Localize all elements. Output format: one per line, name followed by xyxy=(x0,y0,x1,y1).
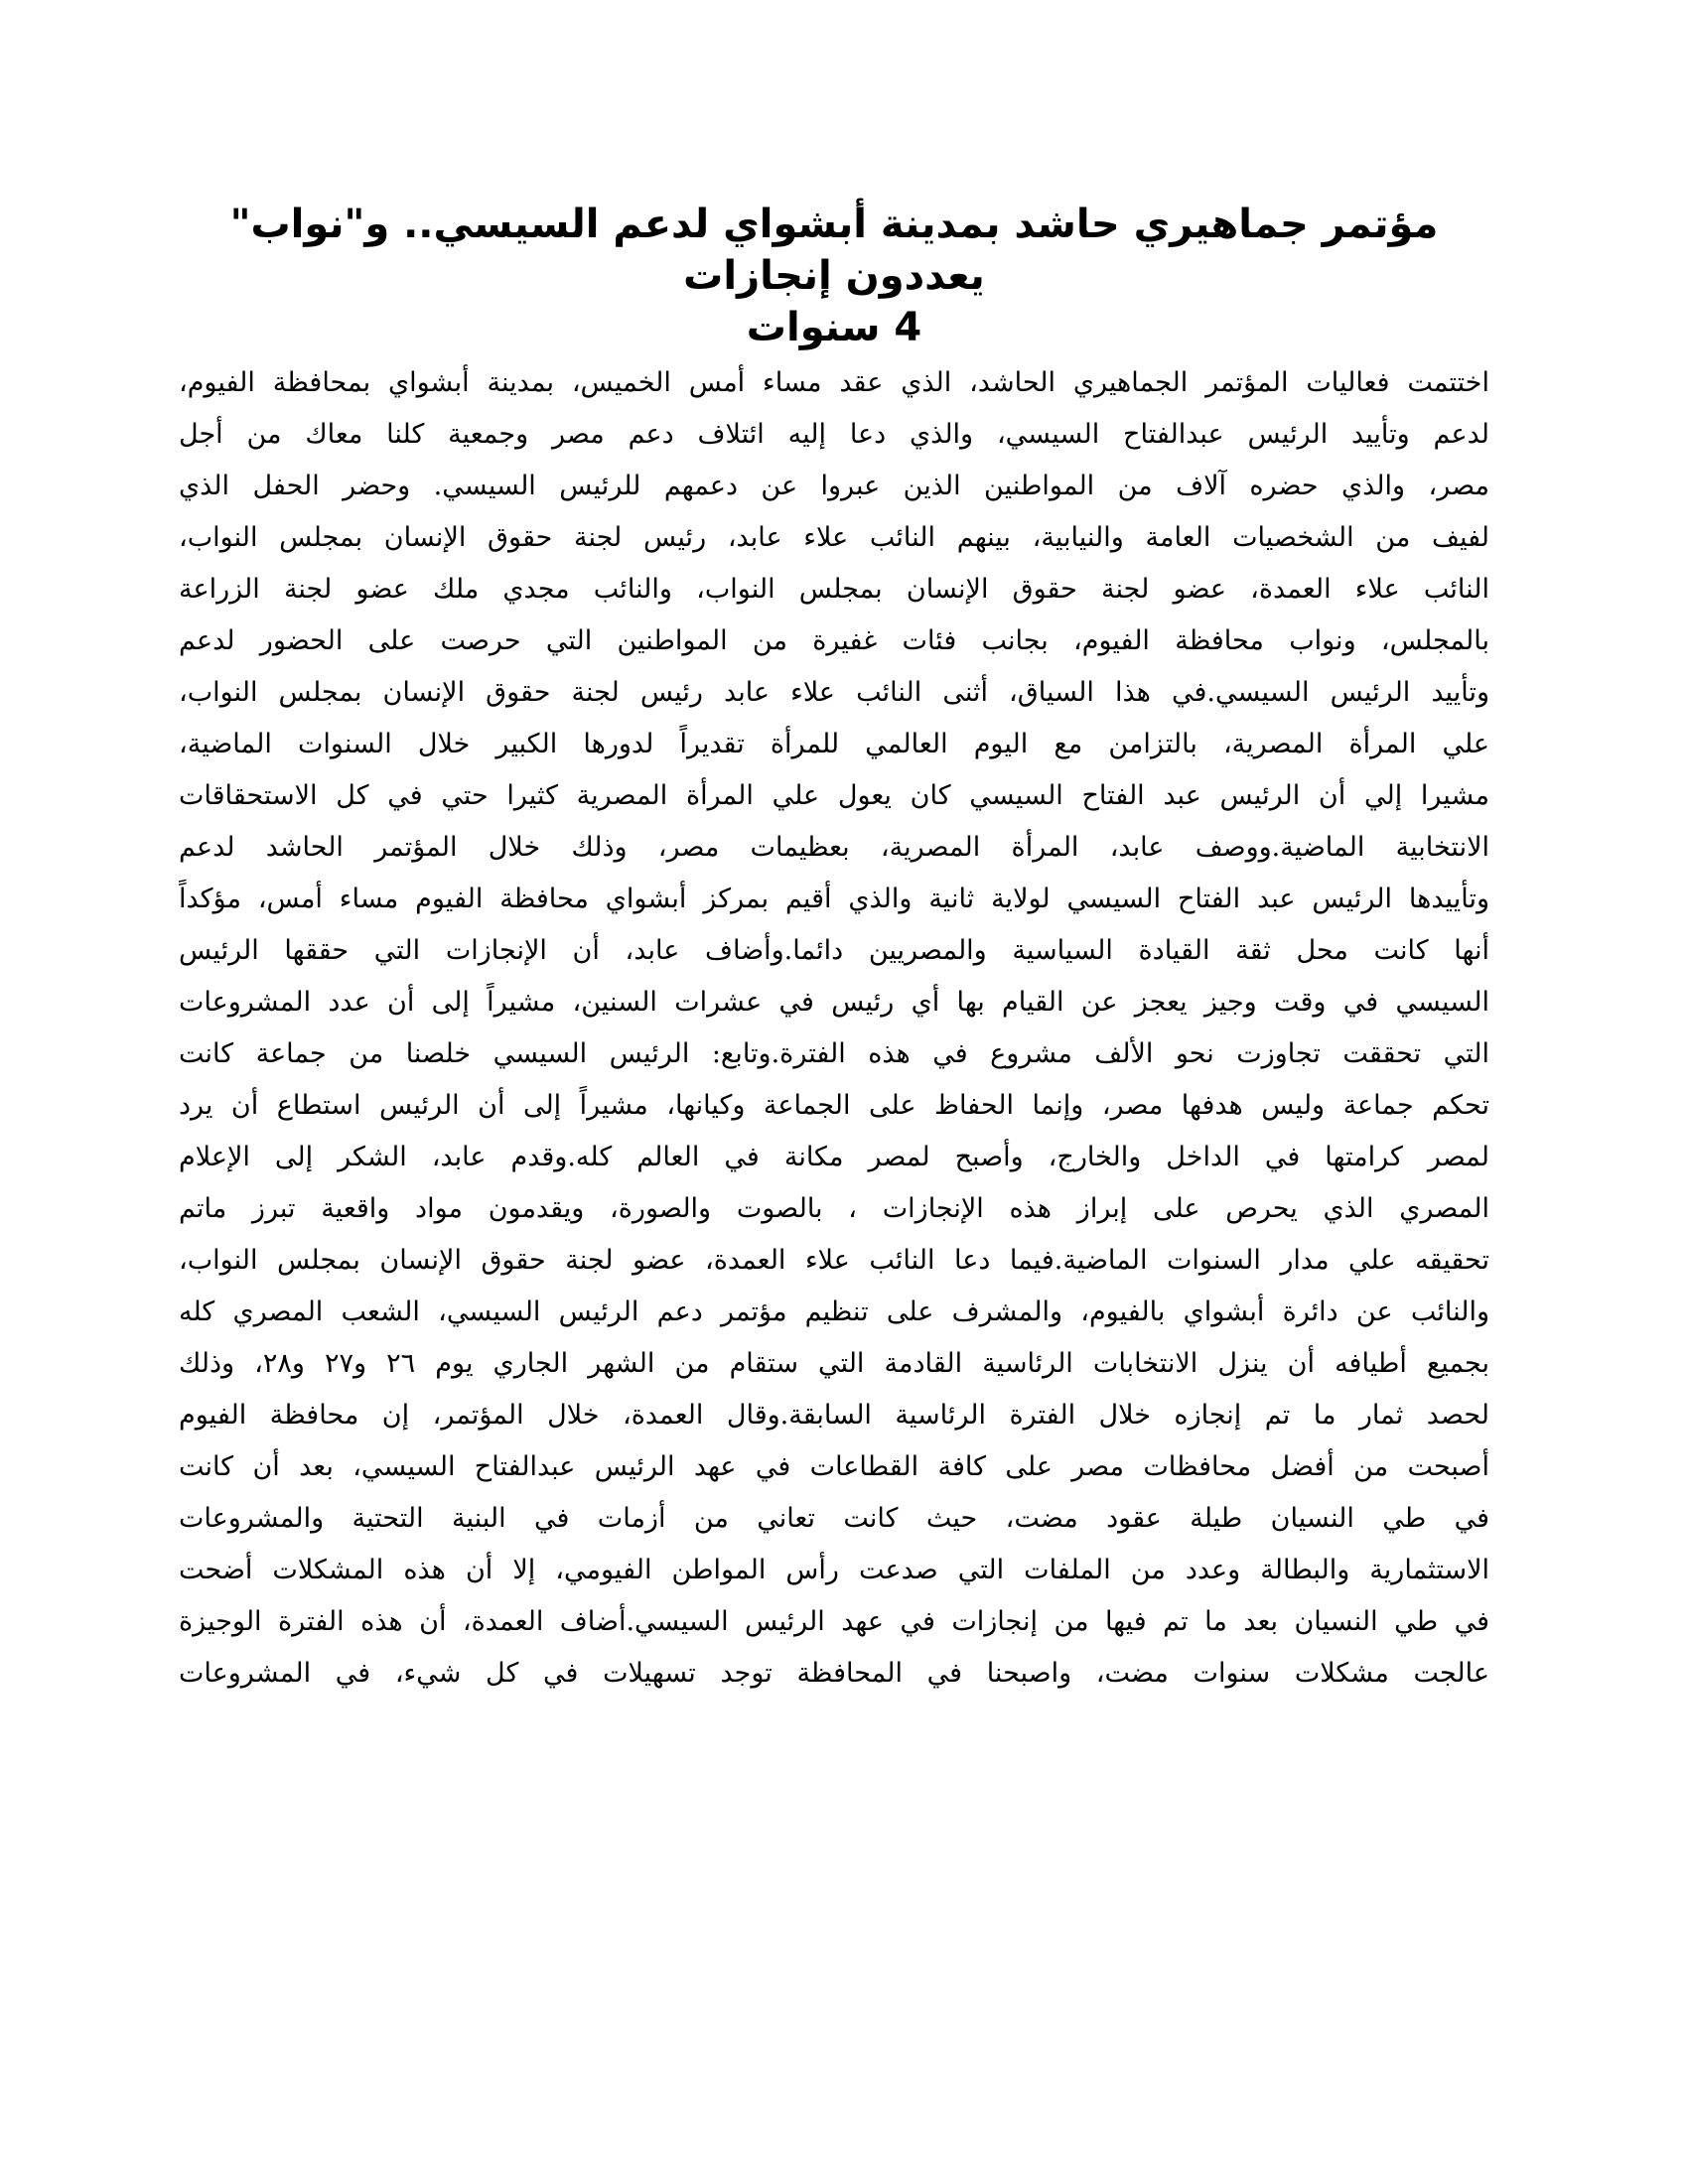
article-body xyxy=(179,357,1489,1700)
article-body-line: النائب علاء العمدة، عضو لجنة حقوق الإنسان بمجلس النواب، والنائب مجدي ملك عضو لجنة الزراعة xyxy=(179,574,1489,605)
article-body-line: في طي النسيان بعد ما تم فيها من إنجازات في عهد الرئيس السيسي.أضاف العمدة، أن هذه الفترة الوجيزة xyxy=(179,1606,1489,1637)
article-title-line-2: 4 سنوات xyxy=(746,305,922,350)
article-body-line: بجميع أطيافه أن ينزل الانتخابات الرئاسية القادمة التي ستقام من الشهر الجاري يوم ٢٦ و٢٧ و٢٨، وذلك xyxy=(179,1348,1489,1379)
article-title xyxy=(179,199,1489,353)
article-body-line: أصبحت من أفضل محافظات مصر على كافة القطاعات في عهد الرئيس عبدالفتاح السيسي، بعد أن كانت xyxy=(179,1451,1489,1482)
article-body-line: اختتمت فعاليات المؤتمر الجماهيري الحاشد، الذي عقد مساء أمس الخميس، بمدينة أبشواي بمحافظة الفيوم، xyxy=(179,367,1489,398)
article-body-line: السيسي في وقت وجيز يعجز عن القيام بها أي رئيس في عشرات السنين، مشيراً إلى أن عدد المشروعات xyxy=(179,987,1489,1018)
article-body-line: أنها كانت محل ثقة القيادة السياسية والمصريين دائما.وأضاف عابد، أن الإنجازات التي حققها الرئيس xyxy=(179,935,1489,966)
article-body-line: علي المرأة المصرية، بالتزامن مع اليوم العالمي للمرأة تقديراً لدورها الكبير خلال السنوات الماضية، xyxy=(179,729,1489,759)
article-body-line: الاستثمارية والبطالة وعدد من الملفات التي صدعت رأس المواطن الفيومي، إلا أن هذه المشكلات أضحت xyxy=(179,1555,1489,1585)
article-body-line: عالجت مشكلات سنوات مضت، واصبحنا في المحافظة توجد تسهيلات في كل شيء، في المشروعات xyxy=(179,1658,1489,1689)
article-body-line: والنائب عن دائرة أبشواي بالفيوم، والمشرف على تنظيم مؤتمر دعم الرئيس السيسي، الشعب المصري كله xyxy=(179,1297,1489,1327)
article-body-line: الانتخابية الماضية.ووصف عابد، المرأة المصرية، بعظيمات مصر، وذلك خلال المؤتمر الحاشد لدعم xyxy=(179,832,1489,863)
article-body-line: لحصد ثمار ما تم إنجازه خلال الفترة الرئاسية السابقة.وقال العمدة، خلال المؤتمر، إن محافظة الفيوم xyxy=(179,1400,1489,1431)
article-body-line: لدعم وتأييد الرئيس عبدالفتاح السيسي، والذي دعا إليه ائتلاف دعم مصر وجمعية كلنا معاك من أجل xyxy=(179,419,1489,450)
article-body-line: مشيرا إلي أن الرئيس عبد الفتاح السيسي كان يعول علي المرأة المصرية كثيرا حتي في كل الاستحقاقات xyxy=(179,780,1489,811)
article-body-line: المصري الذي يحرص على إبراز هذه الإنجازات ، بالصوت والصورة، ويقدمون مواد واقعية تبرز ماتم xyxy=(179,1193,1489,1224)
article-body-line: التي تحققت تجاوزت نحو الألف مشروع في هذه الفترة.وتابع: الرئيس السيسي خلصنا من جماعة كانت xyxy=(179,1038,1489,1069)
article-body-line: وتأييدها الرئيس عبد الفتاح السيسي لولاية ثانية والذي أقيم بمركز أبشواي محافظة الفيوم مساء أمس، مؤكداً xyxy=(179,884,1489,914)
article-body-line: وتأييد الرئيس السيسي.في هذا السياق، أثنى النائب علاء عابد رئيس لجنة حقوق الإنسان بمجلس النواب، xyxy=(179,677,1489,708)
article-body-line: مصر، والذي حضره آلاف من المواطنين الذين عبروا عن دعمهم للرئيس السيسي. وحضر الحفل الذي xyxy=(179,471,1489,501)
article-title-line-1: مؤتمر جماهيري حاشد بمدينة أبشواي لدعم السيسي.. و"نواب" يعددون إنجازات xyxy=(229,202,1439,299)
article-body-line: في طي النسيان طيلة عقود مضت، حيث كانت تعاني من أزمات في البنية التحتية والمشروعات xyxy=(179,1503,1489,1534)
article-body-line: بالمجلس، ونواب محافظة الفيوم، بجانب فئات غفيرة من المواطنين التي حرصت على الحضور لدعم xyxy=(179,625,1489,656)
article-body-line: تحقيقه علي مدار السنوات الماضية.فيما دعا النائب علاء العمدة، عضو لجنة حقوق الإنسان بمجلس النواب، xyxy=(179,1245,1489,1276)
article-body-line: لفيف من الشخصيات العامة والنيابية، بينهم النائب علاء عابد، رئيس لجنة حقوق الإنسان بمجلس النواب، xyxy=(179,522,1489,553)
article-body-line: لمصر كرامتها في الداخل والخارج، وأصبح لمصر مكانة في العالم كله.وقدم عابد، الشكر إلى الإعلام xyxy=(179,1142,1489,1172)
article-body-line: تحكم جماعة وليس هدفها مصر، وإنما الحفاظ على الجماعة وكيانها، مشيراً إلى أن الرئيس استطاع أن يرد xyxy=(179,1090,1489,1121)
